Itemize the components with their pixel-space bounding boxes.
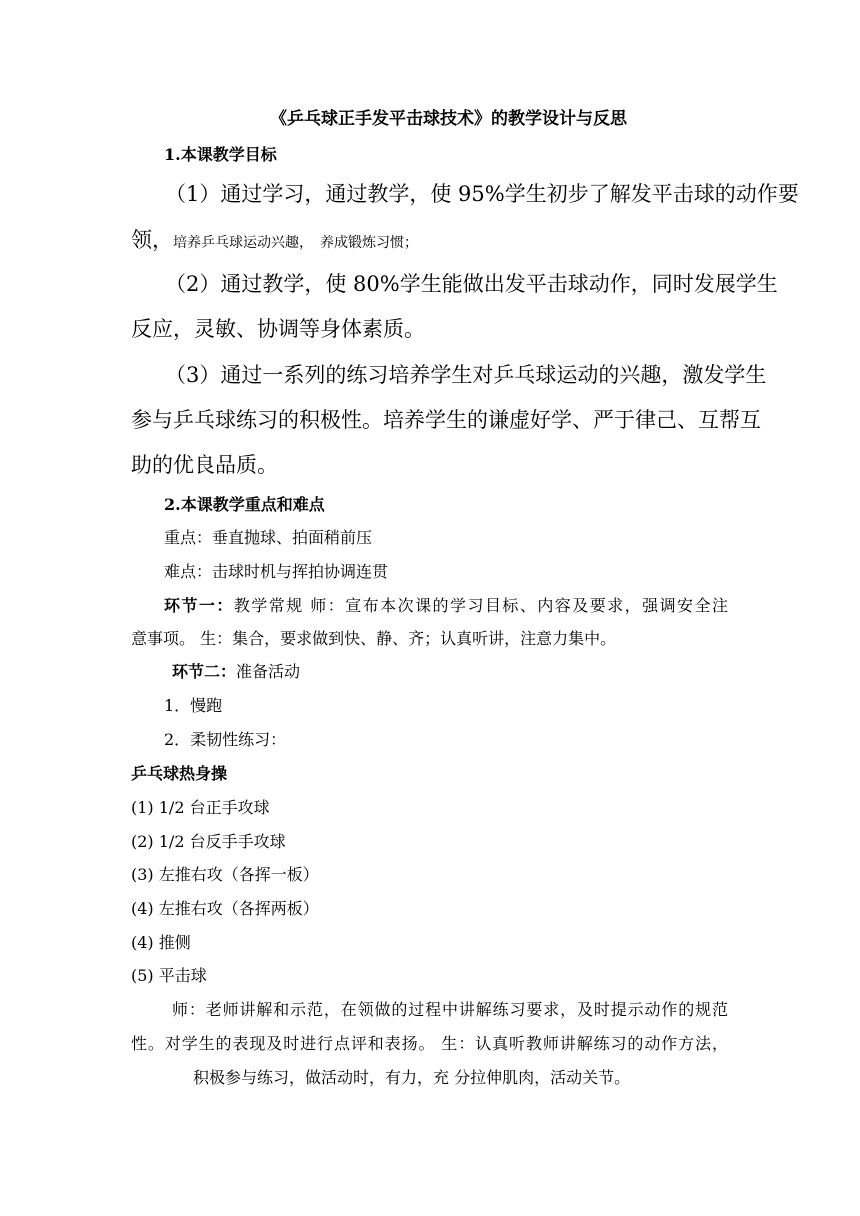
warmup-item: (5) 平击球	[131, 966, 207, 985]
warmup-item: (4) 左推右攻（各挥两板）	[131, 899, 319, 918]
section-heading-key-points: 2.本课教学重点和难点	[164, 495, 325, 514]
goal-1-line-2-start: 领，	[131, 228, 173, 252]
warmup-heading: 乒乓球热身操	[131, 764, 228, 783]
goal-2-line-1: （2）通过教学，使 80%学生能做出发平击球动作，同时发展学生	[165, 272, 778, 296]
goal-3-line-2: 参与乒乓球练习的积极性。培养学生的谦虚好学、严于律己、互帮互	[131, 408, 761, 432]
section-heading-teaching-goals: 1.本课教学目标	[164, 145, 277, 164]
goal-2-line-2: 反应，灵敏、协调等身体素质。	[131, 317, 425, 341]
step-1-line-2: 意事项。 生：集合，要求做到快、静、齐；认真听讲，注意力集中。	[131, 629, 617, 648]
key-point-text: 重点：垂直抛球、拍面稍前压	[164, 528, 373, 547]
step-1-label: 环节一：	[164, 596, 234, 615]
step-1-text: 教学常规 师：宣布本次课的学习目标、内容及要求，强调安全注	[233, 596, 728, 615]
goal-1-line-2-end: 培养乒乓球运动兴趣， 养成锻炼习惯；	[173, 235, 418, 251]
step-2-line	[172, 664, 300, 680]
teacher-line-3: 积极参与练习，做活动时，有力，充 分拉伸肌肉，活动关节。	[193, 1068, 631, 1087]
step-2-item-flexibility: 2．柔韧性练习：	[164, 730, 287, 749]
warmup-item: (4) 推侧	[131, 933, 191, 952]
goal-3-line-3: 助的优良品质。	[131, 453, 278, 477]
warmup-item: (3) 左推右攻（各挥一板）	[131, 865, 319, 884]
goal-1-line-2	[131, 230, 418, 251]
warmup-item: (1) 1/2 台正手攻球	[131, 798, 270, 817]
step-1-line-1	[164, 598, 728, 614]
step-2-label: 环节二：	[172, 662, 237, 681]
step-2-text: 准备活动	[236, 662, 301, 681]
step-2-item-jogging: 1．慢跑	[164, 696, 223, 715]
teacher-line-2: 性。对学生的表现及时进行点评和表扬。 生：认真听教师讲解练习的动作方法，	[131, 1034, 728, 1053]
warmup-item: (2) 1/2 台反手手攻球	[131, 832, 286, 851]
difficulty-text: 难点：击球时机与挥拍协调连贯	[164, 562, 389, 581]
teacher-line-1: 师：老师讲解和示范，在领做的过程中讲解练习要求，及时提示动作的规范	[172, 1000, 728, 1019]
document-title: 《乒乓球正手发平击球技术》的教学设计与反思	[270, 109, 627, 129]
goal-3-line-1: （3）通过一系列的练习培养学生对乒乓球运动的兴趣，激发学生	[165, 363, 767, 387]
goal-1-line-1: （1）通过学习，通过教学，使 95%学生初步了解发平击球的动作要	[165, 182, 799, 206]
